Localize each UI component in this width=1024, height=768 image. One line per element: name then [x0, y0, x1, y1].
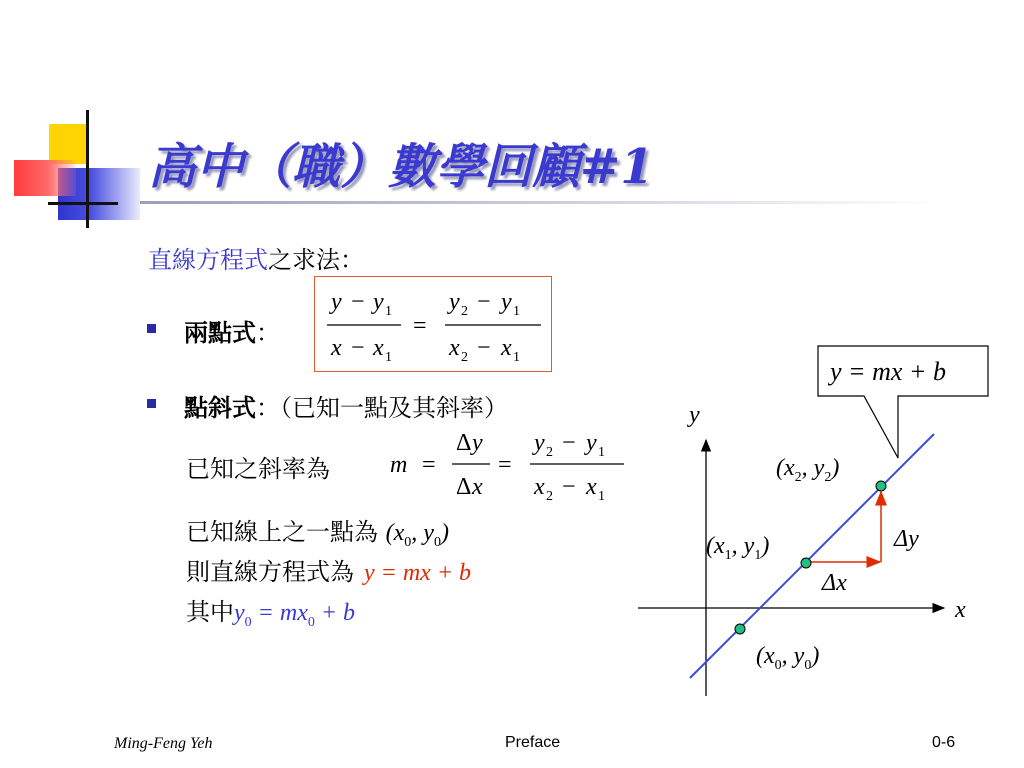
- svg-text:y: y: [586, 430, 597, 456]
- label-p1: ($x_1$, $y_1$): [706, 533, 770, 563]
- svg-text:1: 1: [513, 350, 520, 365]
- footer-page-number: 0-6: [932, 734, 956, 751]
- subtitle: [148, 240, 364, 275]
- bullet-point-slope-label: 點斜式: [184, 393, 256, 422]
- title-decoration-vline: [86, 110, 89, 228]
- then-math: y = mx + b: [364, 560, 472, 586]
- two-point-formula-box: [314, 276, 552, 372]
- svg-text:2: 2: [461, 350, 468, 365]
- bullet-marker-2: [147, 399, 156, 408]
- label-p2: ($x_2$, $y_2$): [776, 455, 840, 485]
- label-p0: ($x_0$, $y_0$): [756, 643, 820, 673]
- subtitle-highlight: 直線方程式: [148, 246, 268, 274]
- svg-text:−: −: [562, 474, 576, 500]
- bullet-two-point-colon: ：: [256, 319, 280, 347]
- svg-text:y: y: [472, 430, 483, 456]
- svg-text:1: 1: [385, 304, 392, 319]
- svg-text:m: m: [390, 452, 408, 478]
- svg-text:−: −: [477, 289, 491, 315]
- footer-author: Ming-Feng Yeh: [114, 735, 213, 752]
- svg-text:x: x: [472, 474, 483, 500]
- then-text: 則直線方程式為: [186, 558, 354, 586]
- x-axis-label: x: [955, 597, 966, 623]
- title-decoration-hline: [48, 202, 118, 205]
- svg-text:2: 2: [461, 304, 468, 319]
- svg-text:−: −: [351, 335, 365, 361]
- svg-text:y: y: [373, 289, 384, 315]
- svg-text:=: =: [413, 313, 427, 339]
- svg-text:x: x: [534, 474, 545, 500]
- then-line: [186, 552, 471, 587]
- svg-text:−: −: [562, 430, 576, 456]
- point-text: 已知線上之一點為: [186, 518, 378, 546]
- title-decoration-red: [14, 160, 76, 196]
- callout-text: y = mx + b: [830, 357, 946, 386]
- svg-text:x: x: [501, 335, 512, 361]
- title-decoration-yellow: [49, 124, 89, 164]
- svg-text:2: 2: [546, 489, 553, 504]
- svg-text:y: y: [534, 430, 545, 456]
- title-rule: [140, 201, 940, 204]
- bullet-two-point: [184, 313, 280, 348]
- point-line: [186, 512, 449, 551]
- svg-text:x: x: [331, 335, 342, 361]
- svg-text:=: =: [422, 452, 436, 478]
- point-1: [801, 558, 811, 568]
- svg-text:Δ: Δ: [456, 474, 472, 500]
- svg-text:1: 1: [598, 489, 605, 504]
- svg-text:−: −: [351, 289, 365, 315]
- svg-text:1: 1: [385, 350, 392, 365]
- slope-text: 已知之斜率為: [186, 455, 330, 483]
- svg-text:Δ: Δ: [456, 430, 472, 456]
- subtitle-rest: 之求法：: [268, 246, 364, 274]
- footer-center: Preface: [505, 734, 561, 751]
- svg-text:y: y: [501, 289, 512, 315]
- label-delta-y: Δy: [894, 526, 919, 552]
- bullet-marker-1: [147, 324, 156, 333]
- where-math: $y_0 = mx_0 + b$: [234, 600, 356, 630]
- two-point-formula: [315, 277, 551, 371]
- point-math: ($x_0$, $y_0$): [385, 520, 449, 550]
- svg-text:x: x: [586, 474, 597, 500]
- svg-text:2: 2: [546, 445, 553, 460]
- where-text: 其中: [186, 598, 234, 626]
- svg-text:y: y: [331, 289, 342, 315]
- slide-title: 高中（職）數學回顧#1: [148, 139, 654, 195]
- slope-formula: [386, 418, 636, 512]
- where-line: [186, 592, 355, 631]
- svg-text:x: x: [449, 335, 460, 361]
- y-axis-label: y: [689, 402, 700, 428]
- svg-text:1: 1: [598, 445, 605, 460]
- svg-text:y: y: [449, 289, 460, 315]
- svg-text:−: −: [477, 335, 491, 361]
- point-2: [876, 481, 886, 491]
- svg-text:x: x: [373, 335, 384, 361]
- bullet-two-point-label: 兩點式: [184, 318, 256, 347]
- svg-text:=: =: [498, 452, 512, 478]
- bullet-point-slope-rest: ：（已知一點及其斜率）: [256, 394, 508, 422]
- label-delta-x: Δx: [822, 570, 847, 596]
- point-0: [735, 624, 745, 634]
- svg-text:1: 1: [513, 304, 520, 319]
